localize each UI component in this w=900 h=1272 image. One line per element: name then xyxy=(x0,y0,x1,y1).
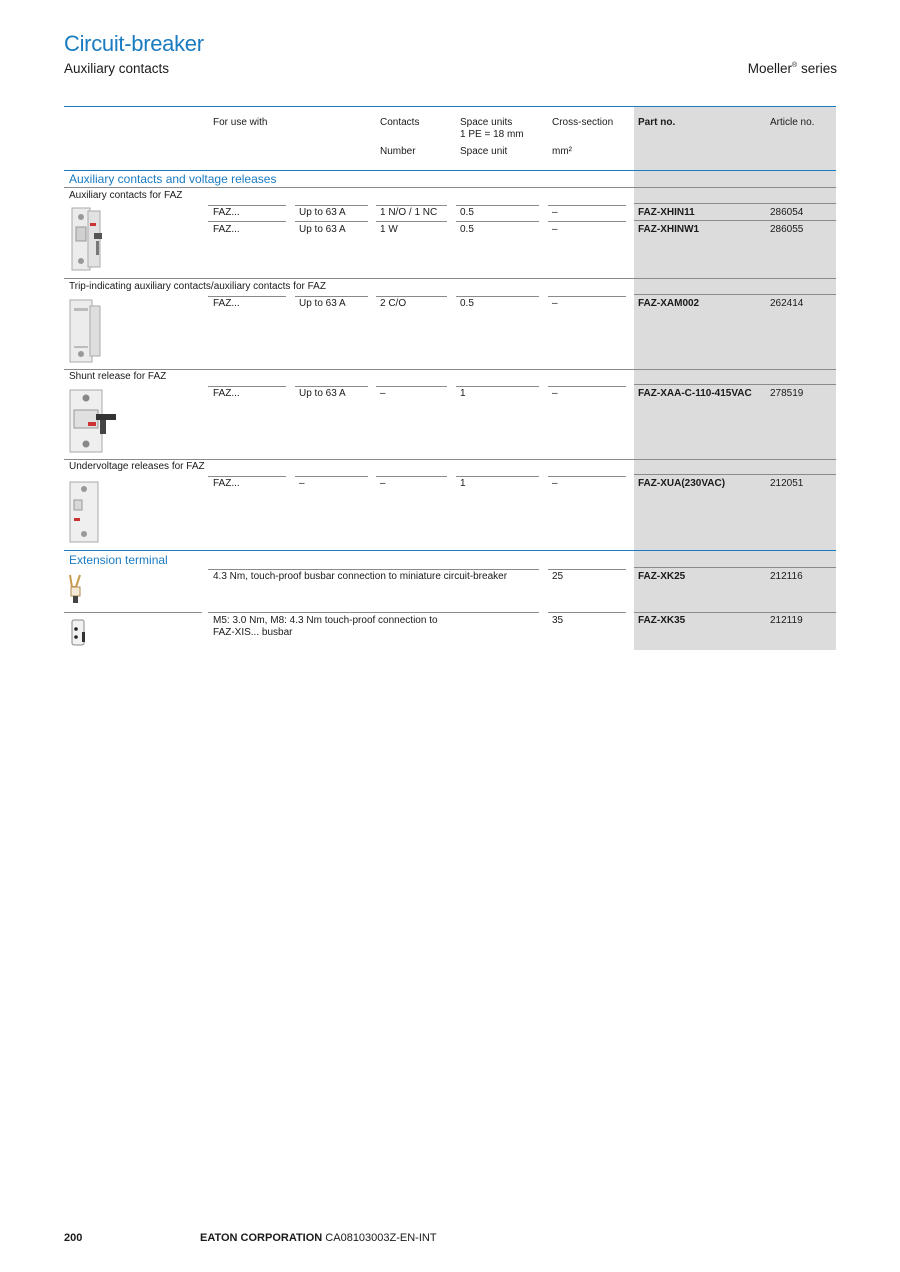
col-header-use: For use with xyxy=(213,117,268,128)
cell-contacts: – xyxy=(380,478,386,489)
registered-mark: ® xyxy=(792,62,798,69)
cell-rule xyxy=(456,205,539,206)
cell-cross: – xyxy=(552,388,558,399)
cell-use: FAZ... xyxy=(213,224,240,235)
cell-rule xyxy=(208,569,539,570)
auxiliary-contact-image xyxy=(66,205,110,273)
group-title: Undervoltage releases for FAZ xyxy=(69,461,205,472)
cell-rating: – xyxy=(299,478,305,489)
company-name: EATON CORPORATION xyxy=(200,1232,323,1244)
section-title: Auxiliary contacts and voltage releases xyxy=(69,172,277,186)
page-subtitle: Auxiliary contacts xyxy=(64,61,170,76)
cell-description-cont: FAZ-XIS... busbar xyxy=(213,627,293,638)
extension-terminal-xk25-image xyxy=(66,573,86,605)
section-rule xyxy=(64,550,836,551)
cell-use: FAZ... xyxy=(213,207,240,218)
row-rule xyxy=(64,369,836,370)
cell-rating: Up to 63 A xyxy=(299,298,346,309)
cell-part: FAZ-XHINW1 xyxy=(638,224,700,235)
cell-rule xyxy=(548,569,626,570)
col-unit-space: Space unit xyxy=(460,146,508,157)
cell-article: 212116 xyxy=(770,571,803,582)
cell-rule xyxy=(376,476,447,477)
cell-rule xyxy=(376,296,447,297)
col-header-article: Article no. xyxy=(770,117,815,128)
row-rule xyxy=(634,384,836,385)
group-title: Auxiliary contacts for FAZ xyxy=(69,190,183,201)
cell-rule xyxy=(376,221,447,222)
row-rule xyxy=(634,474,836,475)
cell-rule xyxy=(208,476,286,477)
cell-description: 4.3 Nm, touch-proof busbar connection to miniature circuit-breaker xyxy=(213,571,508,582)
row-rule xyxy=(64,459,836,460)
col-note-space: 1 PE = 18 mm xyxy=(460,129,524,140)
col-unit-contacts: Number xyxy=(380,146,416,157)
row-rule xyxy=(634,203,836,204)
cell-cross: 35 xyxy=(552,615,564,626)
cell-part: FAZ-XAA-C-110-415VAC xyxy=(638,388,752,399)
cell-space: 0.5 xyxy=(460,224,474,235)
trip-indicating-contact-image xyxy=(66,298,106,364)
cell-rule xyxy=(376,205,447,206)
cell-article: 212119 xyxy=(770,615,803,626)
footer-company xyxy=(200,1232,437,1244)
row-rule xyxy=(64,612,202,613)
series-word: series xyxy=(800,61,837,76)
page-title: Circuit-breaker xyxy=(64,31,204,56)
cell-rule xyxy=(295,476,368,477)
cell-cross: – xyxy=(552,478,558,489)
cell-rule xyxy=(295,296,368,297)
cell-part: FAZ-XK35 xyxy=(638,615,686,626)
col-header-cross: Cross-section xyxy=(552,117,614,128)
cell-rating: Up to 63 A xyxy=(299,224,346,235)
cell-contacts: 1 N/O / 1 NC xyxy=(380,207,438,218)
cell-space: 1 xyxy=(460,478,466,489)
undervoltage-release-image xyxy=(66,480,106,544)
series-label xyxy=(748,61,837,76)
cell-contacts: – xyxy=(380,388,386,399)
group-title: Shunt release for FAZ xyxy=(69,371,167,382)
cell-cross: – xyxy=(552,224,558,235)
extension-terminal-xk35-image xyxy=(68,618,88,648)
cell-rule xyxy=(548,296,626,297)
cell-rule xyxy=(208,296,286,297)
group-title: Trip-indicating auxiliary contacts/auxiliary contacts for FAZ xyxy=(69,281,326,292)
col-header-space: Space units xyxy=(460,117,513,128)
cell-part: FAZ-XHIN11 xyxy=(638,207,695,218)
cell-article: 278519 xyxy=(770,388,804,399)
cell-rule xyxy=(208,386,286,387)
cell-rule xyxy=(456,386,539,387)
section-rule xyxy=(64,170,836,171)
row-rule xyxy=(64,278,836,279)
cell-article: 212051 xyxy=(770,478,804,489)
cell-rule xyxy=(548,476,626,477)
cell-description: M5: 3.0 Nm, M8: 4.3 Nm touch-proof connection to xyxy=(213,615,438,626)
shunt-release-image xyxy=(66,388,118,454)
series-name: Moeller xyxy=(747,61,793,76)
cell-rating: Up to 63 A xyxy=(299,388,346,399)
cell-space: 0.5 xyxy=(460,207,474,218)
row-rule xyxy=(634,612,836,613)
cell-rule xyxy=(295,205,368,206)
row-rule xyxy=(634,567,836,568)
cell-rating: Up to 63 A xyxy=(299,207,346,218)
cell-rule xyxy=(456,296,539,297)
cell-rule xyxy=(376,386,447,387)
cell-space: 0.5 xyxy=(460,298,474,309)
row-rule xyxy=(64,187,836,188)
cell-rule xyxy=(548,612,626,613)
cell-cross: 25 xyxy=(552,571,564,582)
cell-part: FAZ-XUA(230VAC) xyxy=(638,478,726,489)
page-number: 200 xyxy=(64,1232,83,1244)
cell-cross: – xyxy=(552,207,558,218)
cell-rule xyxy=(208,612,539,613)
section-title: Extension terminal xyxy=(69,553,168,567)
cell-space: 1 xyxy=(460,388,466,399)
cell-contacts: 2 C/O xyxy=(380,298,407,309)
row-rule xyxy=(634,294,836,295)
cell-rule xyxy=(548,386,626,387)
row-rule xyxy=(634,220,836,221)
cell-article: 262414 xyxy=(770,298,804,309)
cell-part: FAZ-XAM002 xyxy=(638,298,700,309)
cell-rule xyxy=(295,386,368,387)
part-column-shading xyxy=(634,107,836,650)
cell-contacts: 1 W xyxy=(380,224,398,235)
document-code: CA08103003Z-EN-INT xyxy=(325,1232,437,1244)
col-header-part: Part no. xyxy=(638,117,676,128)
cell-rule xyxy=(548,221,626,222)
cell-use: FAZ... xyxy=(213,478,240,489)
cell-use: FAZ... xyxy=(213,388,240,399)
col-unit-cross: mm² xyxy=(552,146,572,157)
cell-article: 286055 xyxy=(770,224,804,235)
cell-rule xyxy=(208,221,286,222)
cell-cross: – xyxy=(552,298,558,309)
cell-rule xyxy=(208,205,286,206)
cell-rule xyxy=(456,221,539,222)
cell-rule xyxy=(548,205,626,206)
cell-use: FAZ... xyxy=(213,298,240,309)
col-header-contacts: Contacts xyxy=(380,117,420,128)
cell-rule xyxy=(456,476,539,477)
cell-part: FAZ-XK25 xyxy=(638,571,686,582)
cell-rule xyxy=(295,221,368,222)
cell-article: 286054 xyxy=(770,207,804,218)
